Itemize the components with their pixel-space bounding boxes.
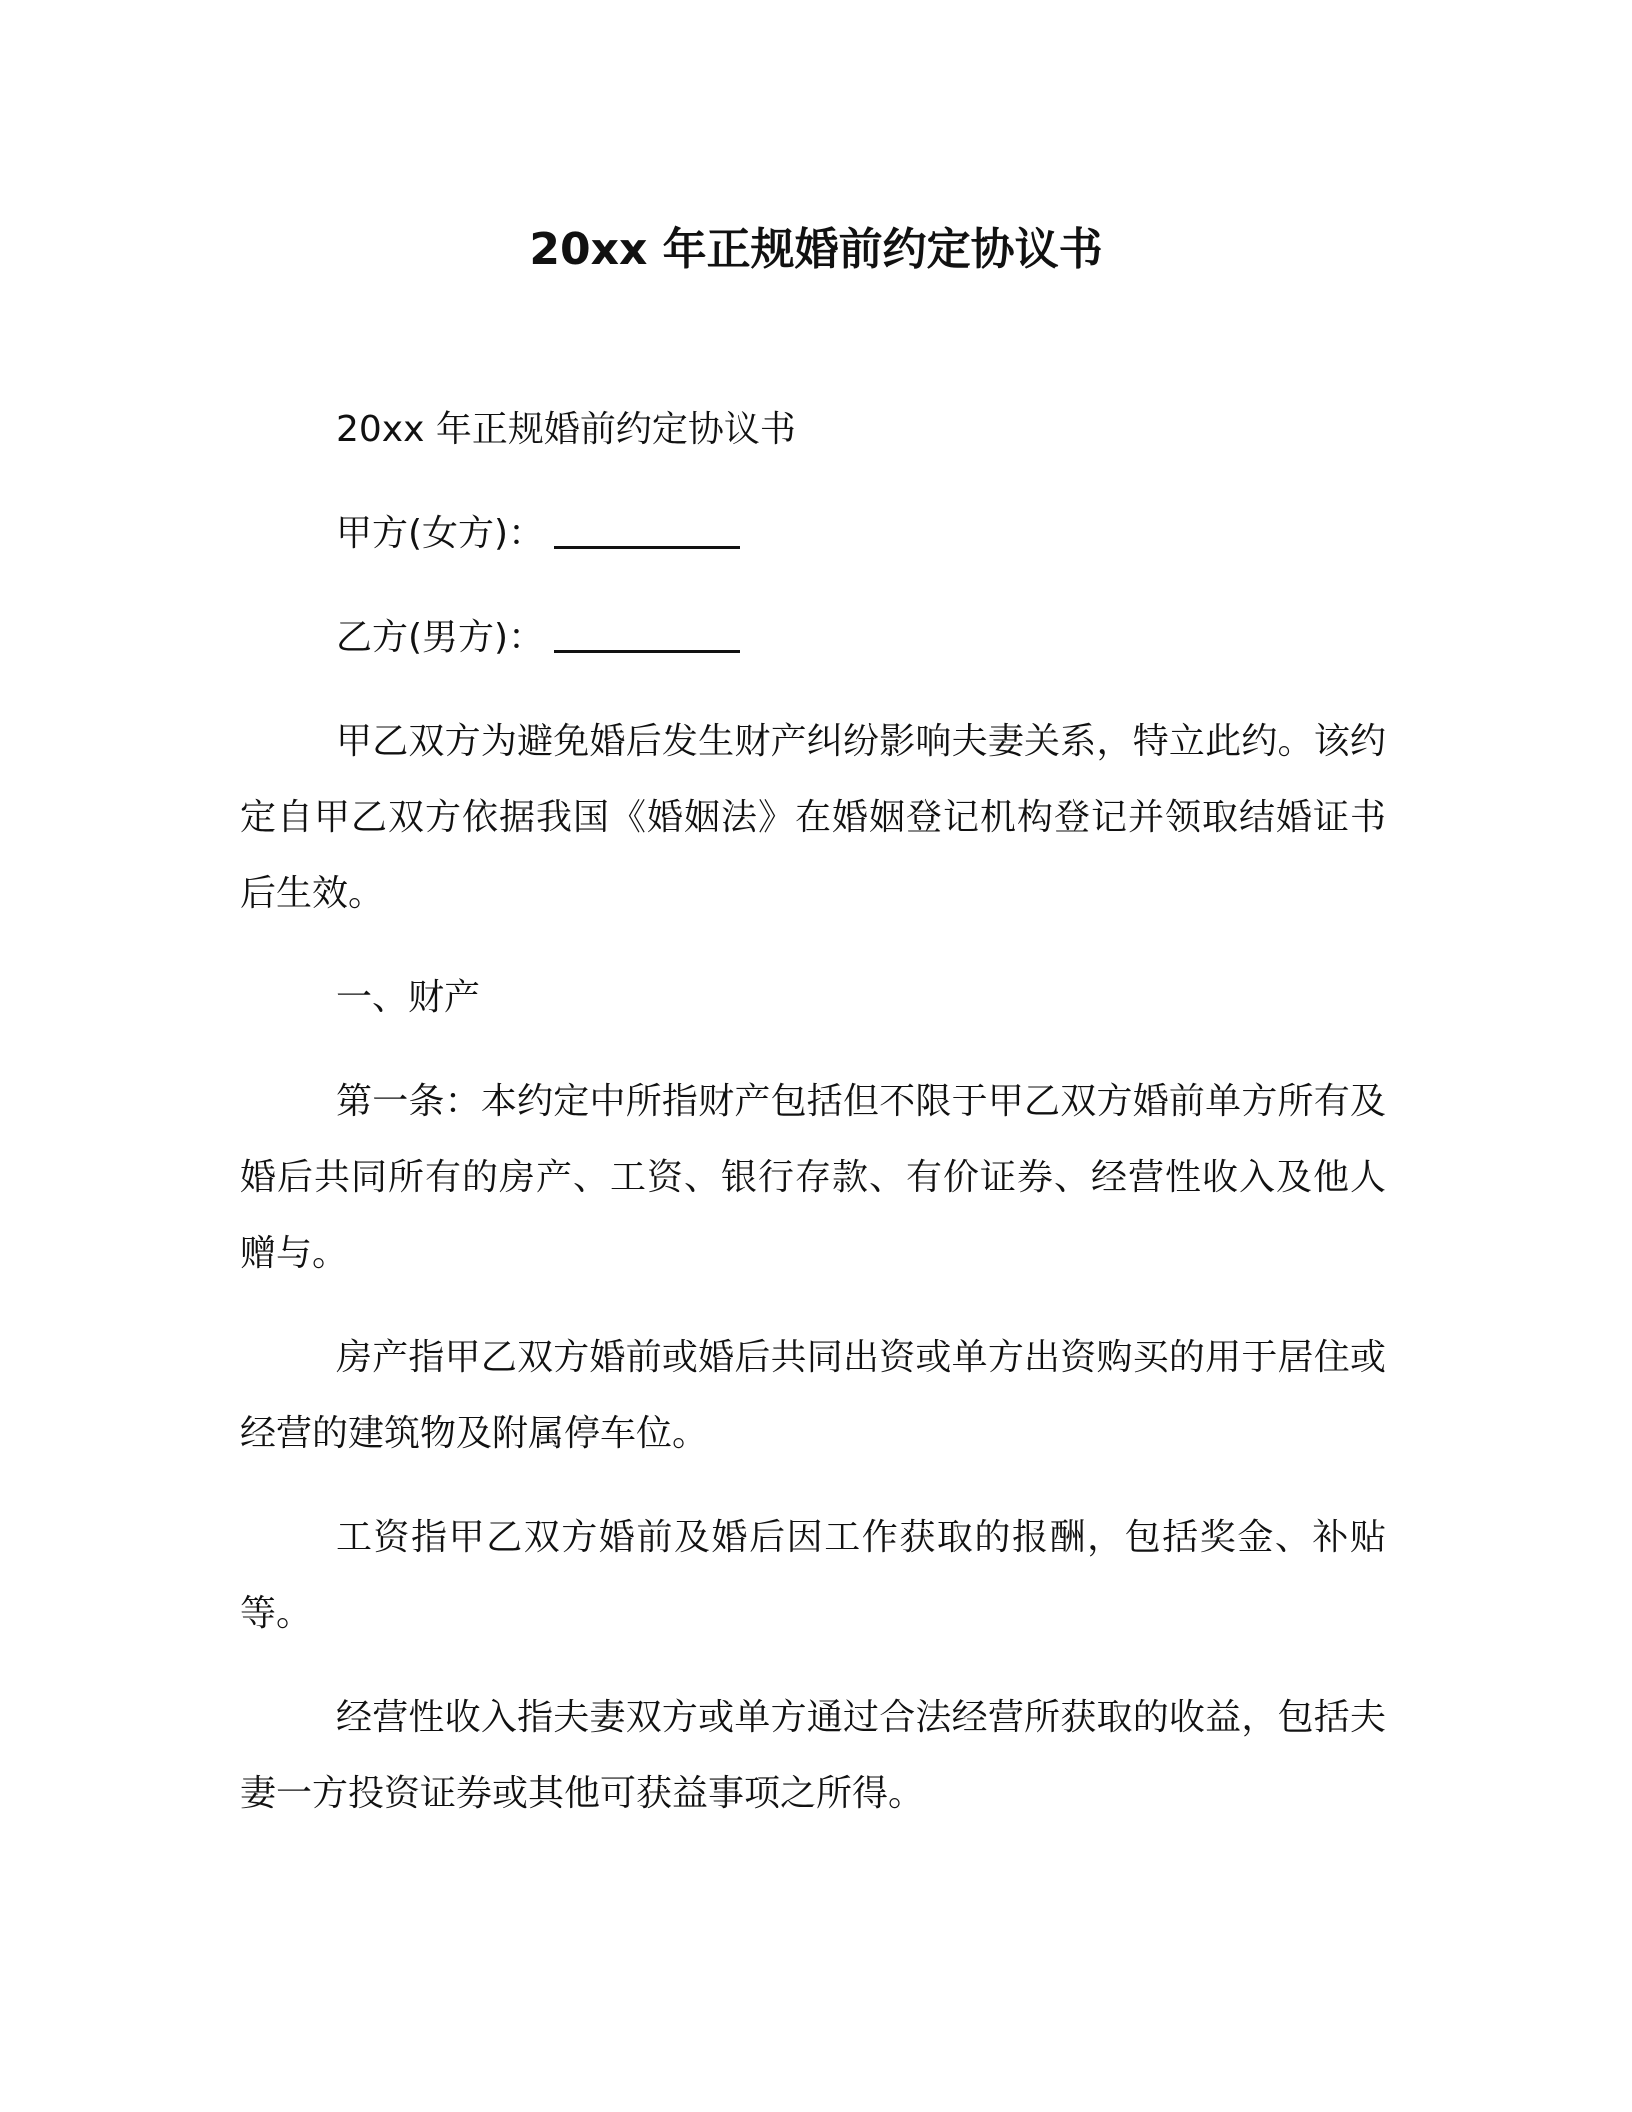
salary-definition-paragraph: 工资指甲乙双方婚前及婚后因工作获取的报酬，包括奖金、补贴等。 [240, 1517, 1386, 1634]
party-b-blank [554, 650, 740, 653]
property-definition-paragraph: 房产指甲乙双方婚前或婚后共同出资或单方出资购买的用于居住或经营的建筑物及附属停车位。 [240, 1337, 1386, 1454]
party-a-blank [554, 546, 740, 549]
business-income-paragraph: 经营性收入指夫妻双方或单方通过合法经营所获取的收益，包括夫妻一方投资证券或其他可获益事项之所得。 [240, 1697, 1386, 1814]
party-a-line [240, 496, 1386, 572]
article-one-paragraph: 第一条：本约定中所指财产包括但不限于甲乙双方婚前单方所有及婚后共同所有的房产、工资、银行存款、有价证券、经营性收入及他人赠与。 [240, 1081, 1386, 1274]
document-subtitle: 20xx 年正规婚前约定协议书 [336, 409, 796, 450]
document-title: 20xx 年正规婚前约定协议书 [529, 224, 1103, 275]
intro-paragraph: 甲乙双方为避免婚后发生财产纠纷影响夫妻关系，特立此约。该约定自甲乙双方依据我国《婚姻法》在婚姻登记机构登记并领取结婚证书后生效。 [240, 721, 1386, 914]
party-b-label: 乙方(男方)： [336, 617, 545, 658]
party-a-label: 甲方(女方)： [336, 513, 545, 554]
document-body [240, 392, 1386, 1860]
party-b-line [240, 600, 1386, 676]
section-heading-property: 一、财产 [336, 977, 481, 1018]
